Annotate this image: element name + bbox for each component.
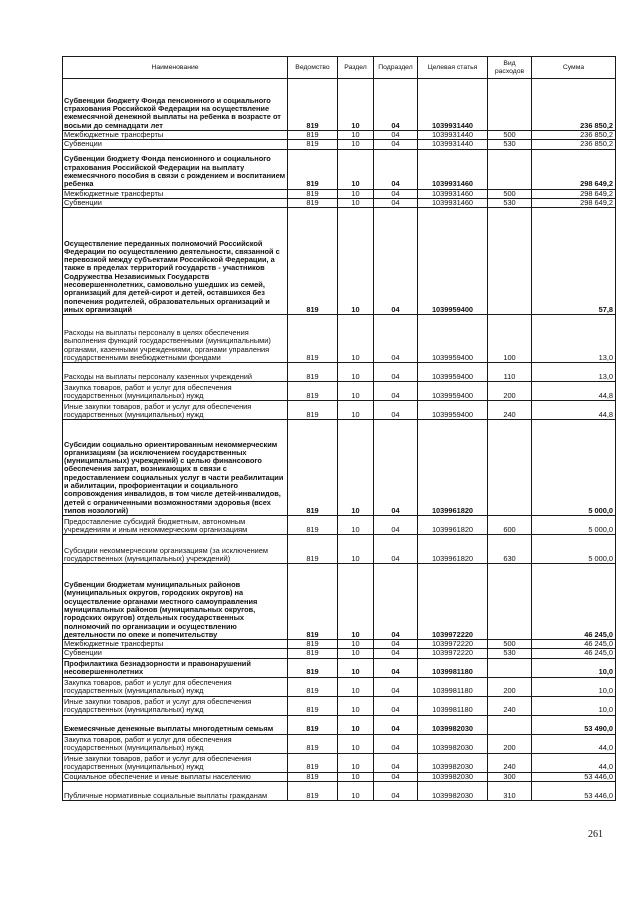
row-vedomstvo: 819 (288, 658, 338, 677)
row-summa: 13,0 (532, 315, 616, 363)
row-podrazdel: 04 (374, 131, 418, 140)
row-vid-rashodov: 200 (488, 734, 532, 753)
row-razdel: 10 (338, 315, 374, 363)
table-row (63, 131, 616, 140)
table-row (63, 79, 616, 131)
row-summa: 53 490,0 (532, 715, 616, 734)
row-razdel: 10 (338, 734, 374, 753)
row-name: Предоставление субсидий бюджетным, автономным учреждениям и иным некоммерческим организациям (63, 516, 288, 535)
row-razdel: 10 (338, 189, 374, 198)
row-celevaya-statya: 1039931460 (418, 198, 488, 207)
row-podrazdel: 04 (374, 208, 418, 315)
table-row (63, 516, 616, 535)
row-vedomstvo: 819 (288, 564, 338, 640)
row-vid-rashodov: 100 (488, 315, 532, 363)
row-name: Социальное обеспечение и иные выплаты населению (63, 772, 288, 781)
row-vid-rashodov: 200 (488, 677, 532, 696)
table-row (63, 658, 616, 677)
row-summa: 236 850,2 (532, 131, 616, 140)
row-summa: 44,8 (532, 382, 616, 401)
row-vid-rashodov (488, 79, 532, 131)
row-vid-rashodov: 530 (488, 649, 532, 658)
row-vid-rashodov: 240 (488, 753, 532, 772)
row-celevaya-statya: 1039972220 (418, 640, 488, 649)
row-razdel: 10 (338, 658, 374, 677)
row-vedomstvo: 819 (288, 131, 338, 140)
row-vid-rashodov (488, 420, 532, 516)
row-vid-rashodov: 630 (488, 535, 532, 564)
row-vedomstvo: 819 (288, 535, 338, 564)
row-summa: 53 446,0 (532, 772, 616, 781)
row-name: Субсидии социально ориентированным некоммерческим организациям (за исключением государственных (муниципальных) учреждений) с целью финансового обеспечения затрат, возникающих в связи с предоставлением социальных услуг в части реабилитации и абилитации, профориентации и социального сопровождения инвалидов, в том числе детей-инвалидов, детей с ограниченными возможностями здоровья (всех типов нозологий) (63, 420, 288, 516)
row-razdel: 10 (338, 535, 374, 564)
table-row (63, 535, 616, 564)
table-row (63, 649, 616, 658)
row-summa: 10,0 (532, 677, 616, 696)
row-vedomstvo: 819 (288, 516, 338, 535)
row-celevaya-statya: 1039982030 (418, 734, 488, 753)
row-vedomstvo: 819 (288, 208, 338, 315)
row-podrazdel: 04 (374, 189, 418, 198)
row-vid-rashodov (488, 658, 532, 677)
row-celevaya-statya: 1039972220 (418, 564, 488, 640)
row-razdel: 10 (338, 401, 374, 420)
row-vedomstvo: 819 (288, 677, 338, 696)
table-row (63, 420, 616, 516)
row-celevaya-statya: 1039961820 (418, 535, 488, 564)
row-razdel: 10 (338, 772, 374, 781)
row-summa: 44,8 (532, 401, 616, 420)
row-celevaya-statya: 1039982030 (418, 772, 488, 781)
table-row (63, 696, 616, 715)
row-celevaya-statya: 1039981180 (418, 677, 488, 696)
row-name: Субвенции (63, 198, 288, 207)
row-summa: 46 245,0 (532, 649, 616, 658)
row-celevaya-statya: 1039959400 (418, 208, 488, 315)
table-row (63, 208, 616, 315)
table-row (63, 715, 616, 734)
row-name: Субвенции бюджету Фонда пенсионного и социального страхования Российской Федерации на выплату ежемесячного пособия в связи с рождением и воспитанием ребенка (63, 149, 288, 189)
row-vid-rashodov (488, 208, 532, 315)
row-vedomstvo: 819 (288, 640, 338, 649)
row-vedomstvo: 819 (288, 79, 338, 131)
row-name: Закупка товаров, работ и услуг для обеспечения государственных (муниципальных) нужд (63, 677, 288, 696)
row-razdel: 10 (338, 382, 374, 401)
row-razdel: 10 (338, 420, 374, 516)
row-name: Субвенции бюджету Фонда пенсионного и социального страхования Российской Федерации на осуществление ежемесячной денежной выплаты на ребенка в возрасте от восьми до семнадцати лет (63, 79, 288, 131)
row-vid-rashodov: 300 (488, 772, 532, 781)
header-summa: Сумма (532, 57, 616, 79)
row-razdel: 10 (338, 363, 374, 382)
row-celevaya-statya: 1039959400 (418, 401, 488, 420)
row-celevaya-statya: 1039931440 (418, 131, 488, 140)
row-podrazdel: 04 (374, 535, 418, 564)
row-celevaya-statya: 1039959400 (418, 363, 488, 382)
row-podrazdel: 04 (374, 734, 418, 753)
row-razdel: 10 (338, 149, 374, 189)
row-celevaya-statya: 1039959400 (418, 315, 488, 363)
row-summa: 236 850,2 (532, 140, 616, 149)
row-summa: 298 649,2 (532, 189, 616, 198)
row-podrazdel: 04 (374, 782, 418, 801)
row-razdel: 10 (338, 516, 374, 535)
row-name: Публичные нормативные социальные выплаты гражданам (63, 782, 288, 801)
row-vid-rashodov: 500 (488, 640, 532, 649)
row-vedomstvo: 819 (288, 189, 338, 198)
row-vid-rashodov: 500 (488, 131, 532, 140)
table-row (63, 189, 616, 198)
row-summa: 298 649,2 (532, 198, 616, 207)
row-vedomstvo: 819 (288, 753, 338, 772)
row-vid-rashodov: 310 (488, 782, 532, 801)
row-summa: 46 245,0 (532, 640, 616, 649)
row-name: Межбюджетные трансферты (63, 131, 288, 140)
table-row (63, 198, 616, 207)
row-name: Осуществление переданных полномочий Российской Федерации по осуществлению деятельности, связанной с перевозкой между субъектами Российской Федерации, а также в пределах территорий государств - участников Содружества Независимых Государств несовершеннолетних, самовольно ушедших из семей, организаций для детей-сирот и детей, оставшихся без попечения родителей, образовательных организаций и иных организаций (63, 208, 288, 315)
row-podrazdel: 04 (374, 420, 418, 516)
row-celevaya-statya: 1039931440 (418, 140, 488, 149)
row-celevaya-statya: 1039981180 (418, 658, 488, 677)
row-podrazdel: 04 (374, 677, 418, 696)
table-row (63, 315, 616, 363)
table-row (63, 140, 616, 149)
row-summa: 298 649,2 (532, 149, 616, 189)
row-vid-rashodov: 240 (488, 696, 532, 715)
row-celevaya-statya: 1039982030 (418, 782, 488, 801)
row-vedomstvo: 819 (288, 715, 338, 734)
row-vid-rashodov (488, 715, 532, 734)
table-row (63, 401, 616, 420)
row-razdel: 10 (338, 131, 374, 140)
row-name: Субвенции бюджетам муниципальных районов (муниципальных округов, городских округов) на осуществление органами местного самоуправления муниципальных районов (муниципальных округов, городских округов) отдельных государственных полномочий по организации и осуществлению деятельности по опеке и попечительству (63, 564, 288, 640)
row-vedomstvo: 819 (288, 649, 338, 658)
row-name: Субсидии некоммерческим организациям (за исключением государственных (муниципальных) учреждений) (63, 535, 288, 564)
row-summa: 5 000,0 (532, 516, 616, 535)
table-row (63, 149, 616, 189)
row-razdel: 10 (338, 140, 374, 149)
row-summa: 5 000,0 (532, 420, 616, 516)
row-vedomstvo: 819 (288, 782, 338, 801)
row-podrazdel: 04 (374, 772, 418, 781)
row-vid-rashodov: 200 (488, 382, 532, 401)
row-razdel: 10 (338, 79, 374, 131)
row-razdel: 10 (338, 677, 374, 696)
row-summa: 53 446,0 (532, 782, 616, 801)
row-vid-rashodov: 530 (488, 140, 532, 149)
row-vedomstvo: 819 (288, 149, 338, 189)
table-row (63, 382, 616, 401)
row-vid-rashodov: 600 (488, 516, 532, 535)
row-summa: 5 000,0 (532, 535, 616, 564)
row-vid-rashodov: 240 (488, 401, 532, 420)
row-name: Иные закупки товаров, работ и услуг для обеспечения государственных (муниципальных) нужд (63, 401, 288, 420)
row-summa: 236 850,2 (532, 79, 616, 131)
row-name: Субвенции (63, 649, 288, 658)
row-podrazdel: 04 (374, 658, 418, 677)
row-name: Ежемесячные денежные выплаты многодетным семьям (63, 715, 288, 734)
row-summa: 10,0 (532, 658, 616, 677)
header-vedomstvo: Ведомство (288, 57, 338, 79)
row-summa: 57,8 (532, 208, 616, 315)
row-celevaya-statya: 1039959400 (418, 382, 488, 401)
table-row (63, 677, 616, 696)
budget-table (62, 56, 616, 801)
row-name: Иные закупки товаров, работ и услуг для обеспечения государственных (муниципальных) нужд (63, 753, 288, 772)
table-body (63, 79, 616, 801)
row-razdel: 10 (338, 198, 374, 207)
row-podrazdel: 04 (374, 516, 418, 535)
row-celevaya-statya: 1039961820 (418, 516, 488, 535)
row-vedomstvo: 819 (288, 382, 338, 401)
row-name: Межбюджетные трансферты (63, 640, 288, 649)
page-number: 261 (588, 829, 603, 840)
row-razdel: 10 (338, 208, 374, 315)
row-celevaya-statya: 1039931460 (418, 189, 488, 198)
row-celevaya-statya: 1039931460 (418, 149, 488, 189)
row-name: Закупка товаров, работ и услуг для обеспечения государственных (муниципальных) нужд (63, 734, 288, 753)
header-vid-rashodov: Вид расходов (488, 57, 532, 79)
row-podrazdel: 04 (374, 315, 418, 363)
row-name: Иные закупки товаров, работ и услуг для обеспечения государственных (муниципальных) нужд (63, 696, 288, 715)
row-celevaya-statya: 1039982030 (418, 715, 488, 734)
table-row (63, 564, 616, 640)
row-razdel: 10 (338, 649, 374, 658)
table-row (63, 734, 616, 753)
row-podrazdel: 04 (374, 753, 418, 772)
row-vedomstvo: 819 (288, 772, 338, 781)
row-razdel: 10 (338, 782, 374, 801)
header-name: Наименование (63, 57, 288, 79)
row-podrazdel: 04 (374, 140, 418, 149)
row-vedomstvo: 819 (288, 401, 338, 420)
row-celevaya-statya: 1039982030 (418, 753, 488, 772)
row-celevaya-statya: 1039931440 (418, 79, 488, 131)
table-row (63, 363, 616, 382)
row-podrazdel: 04 (374, 363, 418, 382)
row-podrazdel: 04 (374, 382, 418, 401)
row-vedomstvo: 819 (288, 363, 338, 382)
row-name: Межбюджетные трансферты (63, 189, 288, 198)
row-podrazdel: 04 (374, 401, 418, 420)
header-celevaya-statya: Целевая статья (418, 57, 488, 79)
row-vedomstvo: 819 (288, 315, 338, 363)
row-razdel: 10 (338, 564, 374, 640)
row-podrazdel: 04 (374, 564, 418, 640)
row-celevaya-statya: 1039961820 (418, 420, 488, 516)
header-razdel: Раздел (338, 57, 374, 79)
table-row (63, 782, 616, 801)
row-podrazdel: 04 (374, 640, 418, 649)
row-summa: 46 245,0 (532, 564, 616, 640)
row-podrazdel: 04 (374, 149, 418, 189)
row-podrazdel: 04 (374, 649, 418, 658)
row-vedomstvo: 819 (288, 198, 338, 207)
row-vedomstvo: 819 (288, 734, 338, 753)
row-name: Субвенции (63, 140, 288, 149)
header-podrazdel: Подраздел (374, 57, 418, 79)
row-summa: 44,0 (532, 753, 616, 772)
row-podrazdel: 04 (374, 715, 418, 734)
row-razdel: 10 (338, 640, 374, 649)
row-name: Расходы на выплаты персоналу казенных учреждений (63, 363, 288, 382)
row-podrazdel: 04 (374, 696, 418, 715)
row-vedomstvo: 819 (288, 696, 338, 715)
row-name: Закупка товаров, работ и услуг для обеспечения государственных (муниципальных) нужд (63, 382, 288, 401)
row-vid-rashodov: 110 (488, 363, 532, 382)
row-vid-rashodov: 530 (488, 198, 532, 207)
row-razdel: 10 (338, 715, 374, 734)
row-vedomstvo: 819 (288, 140, 338, 149)
row-razdel: 10 (338, 696, 374, 715)
row-summa: 13,0 (532, 363, 616, 382)
row-summa: 44,0 (532, 734, 616, 753)
row-name: Расходы на выплаты персоналу в целях обеспечения выполнения функций государственными (муниципальными) органами, казенными учреждениями, органами управления государственными внебюджетными фондами (63, 315, 288, 363)
row-summa: 10,0 (532, 696, 616, 715)
table-row (63, 753, 616, 772)
table-row (63, 640, 616, 649)
row-razdel: 10 (338, 753, 374, 772)
row-name: Профилактика безнадзорности и правонарушений несовершеннолетних (63, 658, 288, 677)
row-vid-rashodov: 500 (488, 189, 532, 198)
row-celevaya-statya: 1039981180 (418, 696, 488, 715)
table-row (63, 772, 616, 781)
table-header-row (63, 57, 616, 79)
row-podrazdel: 04 (374, 198, 418, 207)
row-vid-rashodov (488, 149, 532, 189)
row-celevaya-statya: 1039972220 (418, 649, 488, 658)
row-vedomstvo: 819 (288, 420, 338, 516)
row-vid-rashodov (488, 564, 532, 640)
row-podrazdel: 04 (374, 79, 418, 131)
